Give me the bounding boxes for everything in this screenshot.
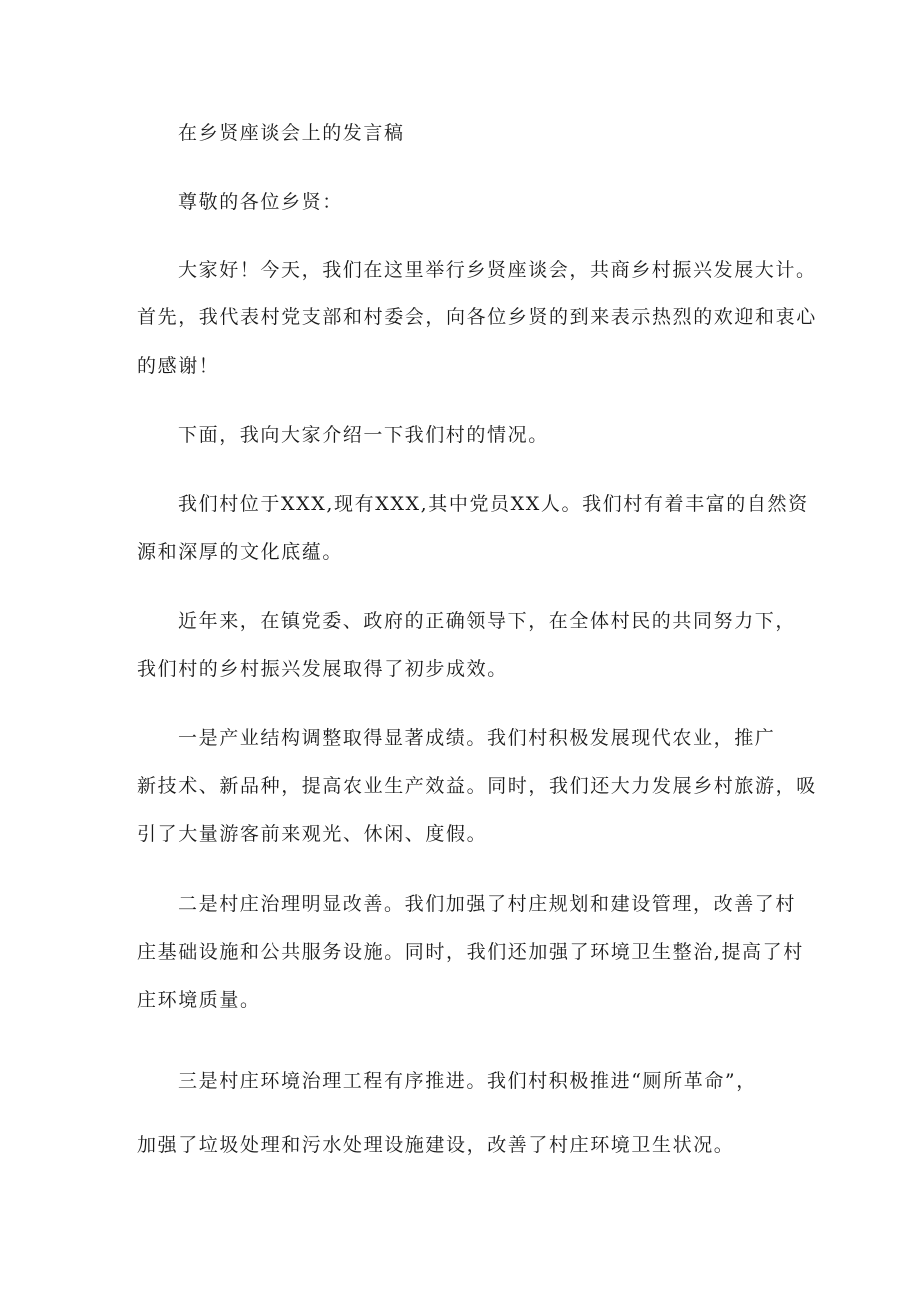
paragraph-line: 大家好！今天，我们在这里举行乡贤座谈会，共商乡村振兴发展大计。 [178, 259, 817, 281]
paragraph-line: 我们村位于XXX,现有XXX,其中党员XX人。我们村有着丰富的自然资 [178, 493, 809, 515]
paragraph-line: 引了大量游客前来观光、休闲、度假。 [137, 823, 488, 845]
paragraph-line: 首先，我代表村党支部和村委会，向各位乡贤的到来表示热烈的欢迎和衷心 [137, 306, 817, 328]
document-title: 在乡贤座谈会上的发言稿 [178, 122, 405, 144]
paragraph-line: 庄基础设施和公共服务设施。同时，我们还加强了环境卫生整治,提高了村 [137, 941, 804, 963]
paragraph-line: 新技术、新品种，提高农业生产效益。同时，我们还大力发展乡村旅游，吸 [137, 775, 817, 797]
paragraph-line: 庄环境质量。 [137, 989, 261, 1011]
paragraph-line: 二是村庄治理明显改善。我们加强了村庄规划和建设管理，改善了村 [178, 893, 797, 915]
paragraph-line: 近年来，在镇党委、政府的正确领导下，在全体村民的共同努力下， [178, 610, 797, 632]
salutation: 尊敬的各位乡贤： [178, 191, 343, 213]
paragraph-line: 的感谢！ [137, 355, 220, 377]
paragraph-line: 三是村庄环境治理工程有序推进。我们村积极推进“厕所革命”， [178, 1070, 757, 1092]
paragraph-line: 一是产业结构调整取得显著成绩。我们村积极发展现代农业，推广 [178, 727, 776, 749]
paragraph-line: 下面，我向大家介绍一下我们村的情况。 [178, 424, 549, 446]
paragraph-line: 我们村的乡村振兴发展取得了初步成效。 [137, 658, 508, 680]
paragraph-line: 源和深厚的文化底蕴。 [137, 541, 344, 563]
paragraph-line: 加强了垃圾处理和污水处理设施建设，改善了村庄环境卫生状况。 [137, 1134, 735, 1156]
